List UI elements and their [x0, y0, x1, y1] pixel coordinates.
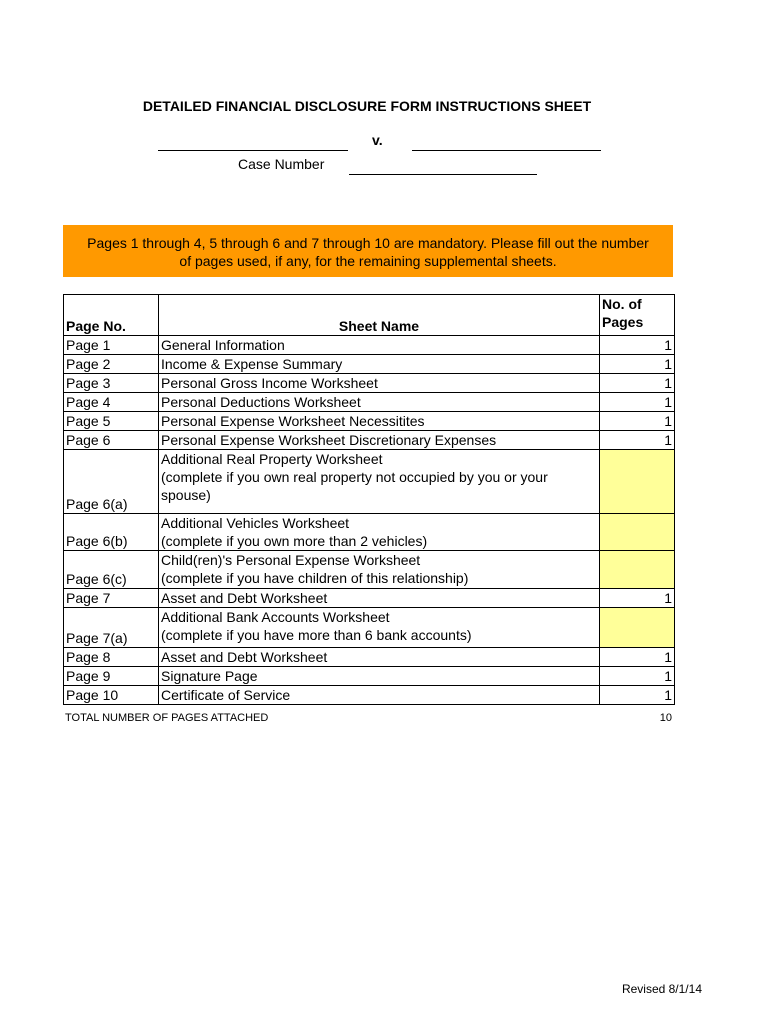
sheet-name: Asset and Debt Worksheet [161, 649, 328, 665]
header-sheet-name: Sheet Name [159, 295, 600, 336]
petitioner-name-line[interactable] [158, 150, 348, 151]
page-number-cell: Page 5 [64, 412, 159, 431]
table-row [64, 355, 675, 374]
page-number-cell: Page 7(a) [64, 608, 159, 648]
header-no-of-pages: No. of Pages [600, 295, 675, 336]
table-row [64, 551, 675, 589]
page-count-input[interactable] [600, 608, 675, 648]
sheet-name: Personal Expense Worksheet Necessitites [161, 413, 425, 429]
page-count-cell: 1 [600, 336, 675, 355]
sheet-name-cell [159, 450, 600, 514]
sheet-name: Income & Expense Summary [161, 356, 343, 372]
sheet-name-cell [159, 551, 600, 589]
sheet-name: General Information [161, 337, 285, 353]
sheet-name: Additional Real Property Worksheet [161, 451, 383, 467]
table-row [64, 514, 675, 551]
page-number-cell: Page 7 [64, 589, 159, 608]
page-count-cell: 1 [600, 648, 675, 667]
sheet-name-cell [159, 336, 600, 355]
sheet-instruction-note: (complete if you own more than 2 vehicles) [161, 533, 428, 549]
sheet-instruction-note: (complete if you have more than 6 bank accounts) [161, 627, 472, 643]
page-number-cell: Page 6 [64, 431, 159, 450]
page-number-cell: Page 8 [64, 648, 159, 667]
table-row [64, 412, 675, 431]
sheet-name: Personal Expense Worksheet Discretionary Expenses [161, 432, 497, 448]
sheet-instruction-note: (complete if you own real property not occupied by you or your spouse) [161, 469, 548, 503]
page-number-cell: Page 9 [64, 667, 159, 686]
table-header-row [64, 295, 675, 336]
page-number-cell: Page 6(b) [64, 514, 159, 551]
page-number-cell: Page 2 [64, 355, 159, 374]
table-row [64, 686, 675, 705]
sheet-name-cell [159, 374, 600, 393]
sheet-name: Asset and Debt Worksheet [161, 590, 328, 606]
sheet-name: Signature Page [161, 668, 258, 684]
form-title: DETAILED FINANCIAL DISCLOSURE FORM INSTRUCTIONS SHEET [142, 98, 592, 114]
table-row [64, 336, 675, 355]
page-count-cell: 1 [600, 374, 675, 393]
versus-label: v. [372, 132, 383, 148]
total-value: 10 [659, 712, 672, 724]
sheet-instruction-note: (complete if you have children of this relationship) [161, 570, 469, 586]
page-count-cell: 1 [600, 686, 675, 705]
sheet-name-cell [159, 608, 600, 648]
table-row [64, 450, 675, 514]
sheet-name: Additional Bank Accounts Worksheet [161, 609, 390, 625]
sheet-name-cell [159, 393, 600, 412]
sheet-name: Additional Vehicles Worksheet [161, 515, 350, 531]
page-count-cell: 1 [600, 589, 675, 608]
case-number-line[interactable] [349, 174, 537, 175]
page-number-cell: Page 6(a) [64, 450, 159, 514]
respondent-name-line[interactable] [412, 150, 601, 151]
table-row [64, 393, 675, 412]
table-row [64, 608, 675, 648]
page-number-cell: Page 10 [64, 686, 159, 705]
page-count-input[interactable] [600, 514, 675, 551]
sheet-name: Personal Deductions Worksheet [161, 394, 361, 410]
table-row [64, 667, 675, 686]
page-count-cell: 1 [600, 355, 675, 374]
page-number-cell: Page 1 [64, 336, 159, 355]
sheet-name-cell [159, 355, 600, 374]
sheet-name-cell [159, 589, 600, 608]
sheet-name: Certificate of Service [161, 687, 291, 703]
table-row [64, 374, 675, 393]
case-number-label: Case Number [238, 156, 325, 172]
page-count-cell: 1 [600, 393, 675, 412]
sheet-name-cell [159, 667, 600, 686]
sheet-name: Child(ren)'s Personal Expense Worksheet [161, 552, 421, 568]
table-row [64, 648, 675, 667]
total-label: TOTAL NUMBER OF PAGES ATTACHED [65, 712, 269, 724]
header-page-no: Page No. [64, 295, 159, 336]
sheet-name-cell [159, 648, 600, 667]
sheets-table [63, 294, 675, 705]
sheet-name: Personal Gross Income Worksheet [161, 375, 378, 391]
page-number-cell: Page 6(c) [64, 551, 159, 589]
mandatory-pages-notice: Pages 1 through 4, 5 through 6 and 7 through 10 are mandatory. Please fill out the number of pages used, if any, for the remaining supplemental sheets. [63, 225, 673, 277]
sheet-name-cell [159, 514, 600, 551]
page-count-input[interactable] [600, 450, 675, 514]
table-row [64, 589, 675, 608]
page-count-cell: 1 [600, 431, 675, 450]
page-number-cell: Page 4 [64, 393, 159, 412]
page-count-cell: 1 [600, 412, 675, 431]
page-number-cell: Page 3 [64, 374, 159, 393]
page-count-input[interactable] [600, 551, 675, 589]
sheet-name-cell [159, 412, 600, 431]
table-row [64, 431, 675, 450]
sheet-name-cell [159, 431, 600, 450]
page-count-cell: 1 [600, 667, 675, 686]
sheet-name-cell [159, 686, 600, 705]
revised-date: Revised 8/1/14 [621, 982, 702, 996]
